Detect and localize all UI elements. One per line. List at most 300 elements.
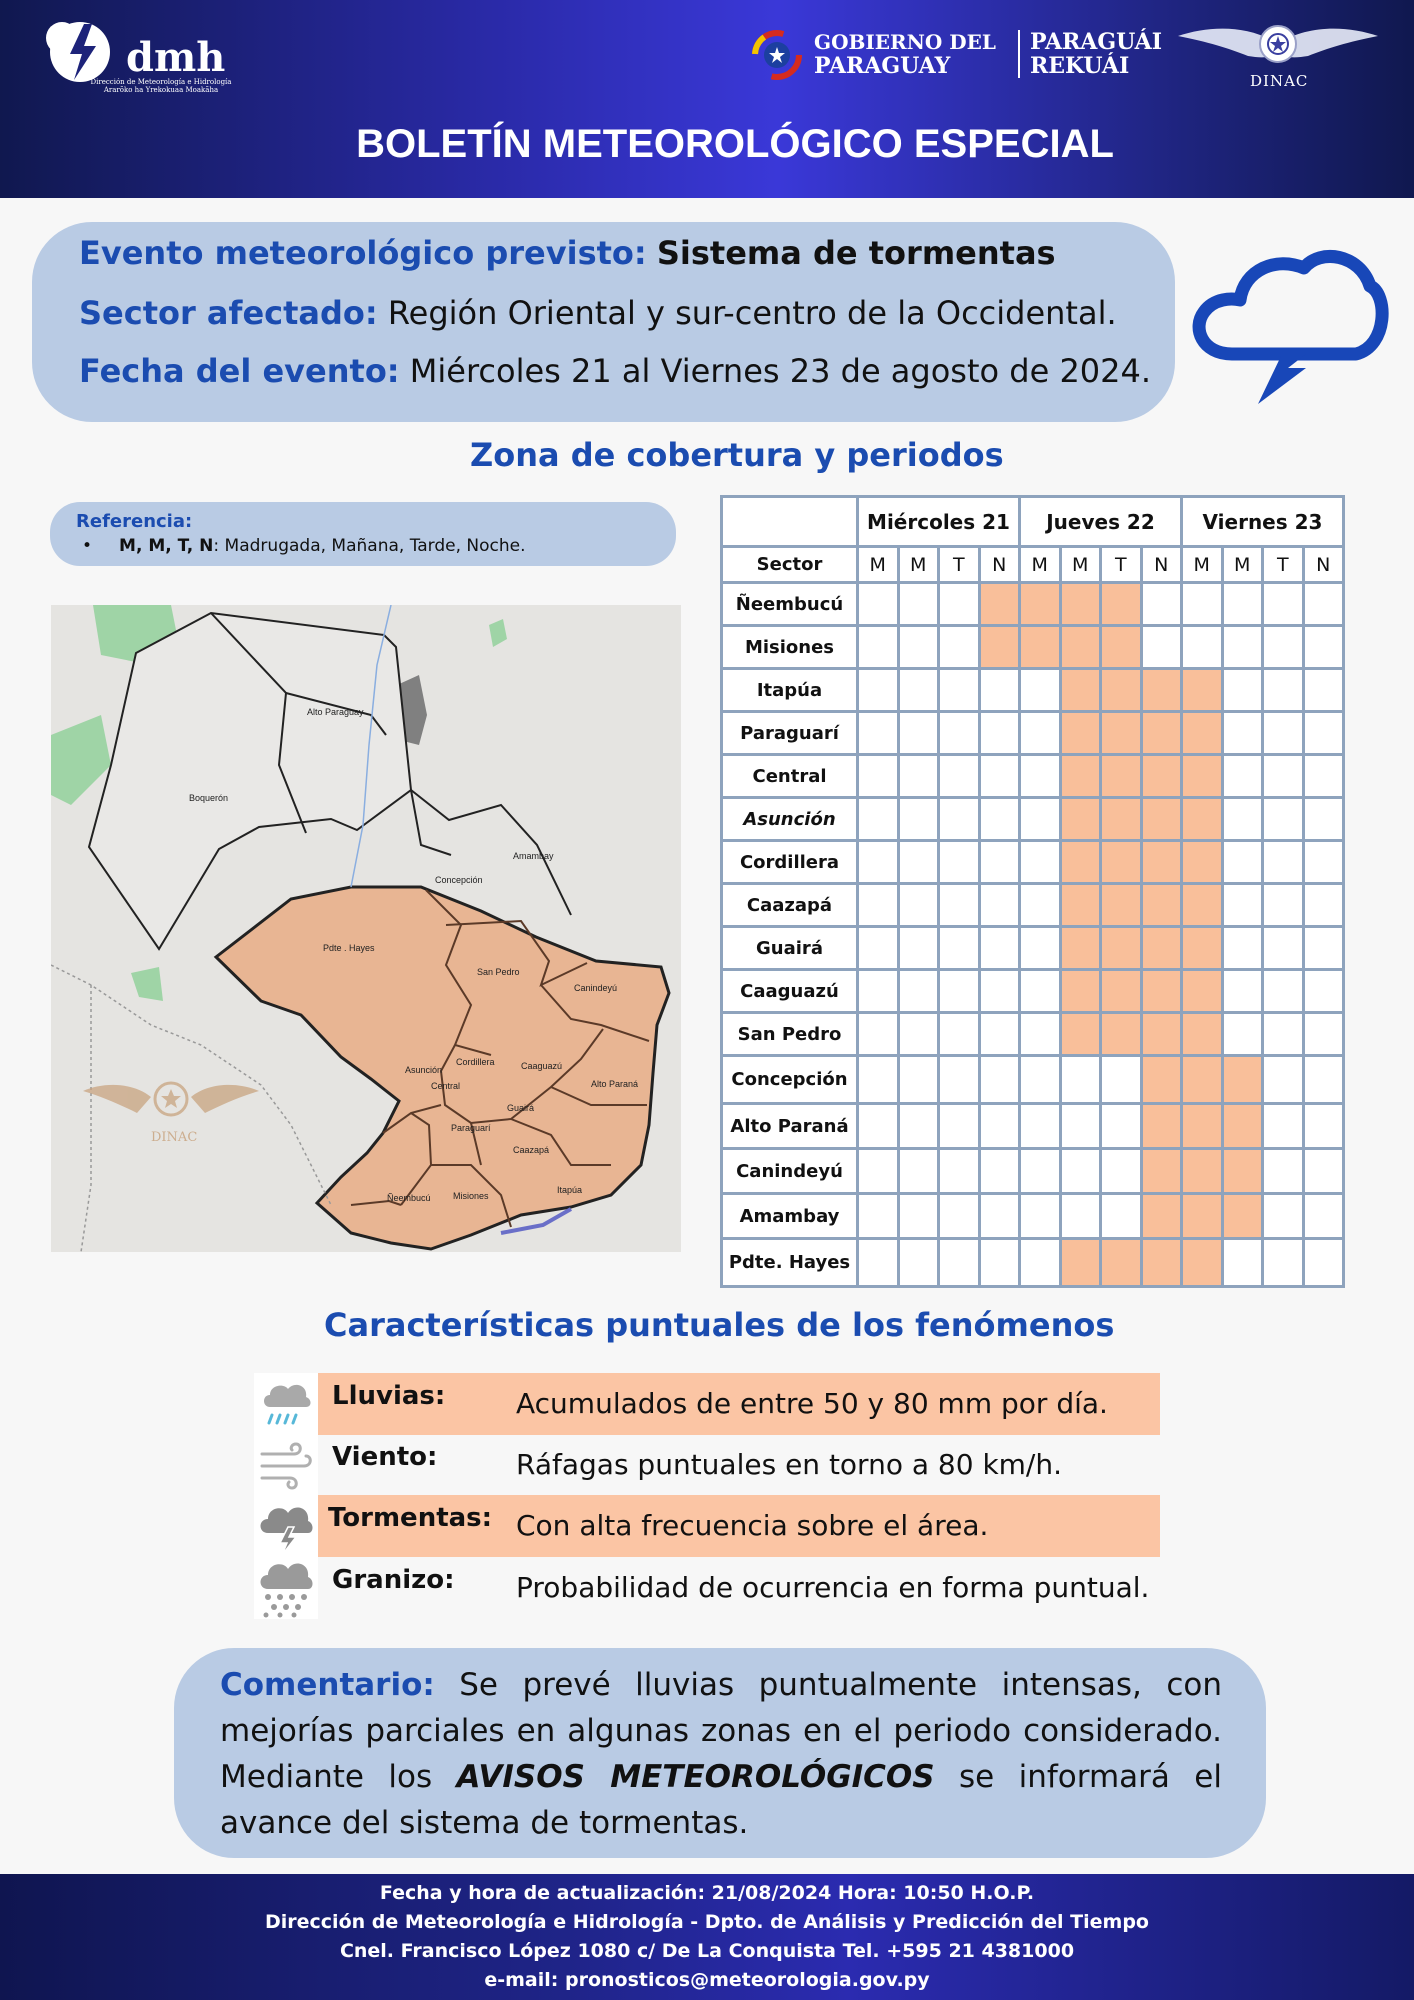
- map-label-central: Central: [431, 1081, 461, 1091]
- characteristic-row-rain: [254, 1373, 1160, 1435]
- table-cell: [1303, 884, 1344, 927]
- table-cell-active: [1141, 1149, 1182, 1194]
- table-sector-name: Itapúa: [722, 669, 858, 712]
- table-cell: [1020, 927, 1061, 970]
- table-cell-active: [1141, 1194, 1182, 1239]
- table-cell-active: [1060, 755, 1101, 798]
- comment-body-end: se informará el avance del sistema de tormentas.: [220, 1759, 1222, 1841]
- table-cell: [1020, 841, 1061, 884]
- map-label-caaguazu: Caaguazú: [521, 1061, 563, 1071]
- table-day-header: Jueves 22: [1020, 497, 1182, 547]
- table-cell-active: [1101, 583, 1142, 626]
- table-cell-active: [1141, 1239, 1182, 1287]
- table-cell: [1263, 712, 1304, 755]
- table-cell: [1060, 1104, 1101, 1149]
- table-sector-name: Guairá: [722, 927, 858, 970]
- coverage-periods-table: [720, 495, 1345, 1288]
- table-cell: [939, 841, 980, 884]
- comment-emphasis: AVISOS METEOROLÓGICOS: [456, 1759, 935, 1795]
- map-label-alto-parana: Alto Paraná: [591, 1079, 639, 1089]
- table-cell: [1222, 970, 1263, 1013]
- table-cell-active: [1060, 583, 1101, 626]
- table-cell-active: [1182, 1056, 1223, 1104]
- table-cell: [858, 583, 899, 626]
- table-cell: [898, 1104, 939, 1149]
- table-cell: [1263, 927, 1304, 970]
- table-cell: [858, 712, 899, 755]
- table-cell: [979, 669, 1020, 712]
- table-period-header: M: [1020, 547, 1061, 583]
- dmh-logo: [40, 16, 240, 96]
- characteristics-heading: Características puntuales de los fenómenos: [324, 1306, 1115, 1344]
- table-period-header: M: [1060, 547, 1101, 583]
- table-cell: [979, 970, 1020, 1013]
- storms-value: Con alta frecuencia sobre el área.: [516, 1509, 989, 1542]
- table-cell: [1101, 1149, 1142, 1194]
- event-summary-box: [32, 222, 1175, 422]
- table-corner-cell: [722, 497, 858, 547]
- table-period-header-row: [722, 547, 1344, 583]
- table-cell: [1222, 841, 1263, 884]
- table-cell: [1222, 669, 1263, 712]
- table-cell: [898, 970, 939, 1013]
- table-cell: [1060, 1056, 1101, 1104]
- map-watermark-text: DINAC: [151, 1130, 198, 1145]
- table-cell-active: [1182, 884, 1223, 927]
- table-cell: [1222, 712, 1263, 755]
- table-cell-active: [1182, 927, 1223, 970]
- reference-item: [82, 536, 526, 556]
- table-sector-name: Caazapá: [722, 884, 858, 927]
- footer-department: Dirección de Meteorología e Hidrología - Dpto. de Análisis y Predicción del Tiempo: [264, 1911, 1149, 1933]
- map-label-concepcion: Concepción: [435, 875, 483, 885]
- table-cell: [1263, 798, 1304, 841]
- table-sector-name: Paraguarí: [722, 712, 858, 755]
- table-cell-active: [1020, 626, 1061, 669]
- table-cell: [898, 841, 939, 884]
- table-cell: [939, 1194, 980, 1239]
- table-cell: [1020, 669, 1061, 712]
- table-cell: [1101, 1194, 1142, 1239]
- table-cell: [979, 798, 1020, 841]
- table-row: [722, 626, 1344, 669]
- table-cell: [898, 1239, 939, 1287]
- table-cell: [898, 927, 939, 970]
- characteristics-list: [254, 1373, 1160, 1619]
- table-cell-active: [1141, 755, 1182, 798]
- table-row: [722, 798, 1344, 841]
- reference-keys: M, M, T, N: [119, 536, 214, 556]
- rain-value: Acumulados de entre 50 y 80 mm por día.: [516, 1387, 1108, 1420]
- table-sector-name: Ñeembucú: [722, 583, 858, 626]
- map-label-boqueron: Boquerón: [189, 793, 229, 803]
- paraguay-map-svg: [51, 605, 681, 1252]
- table-cell: [1101, 1056, 1142, 1104]
- footer-address: Cnel. Francisco López 1080 c/ De La Conquista Tel. +595 21 4381000: [339, 1940, 1075, 1962]
- table-cell: [979, 884, 1020, 927]
- map-label-asuncion: Asunción: [405, 1065, 443, 1075]
- gov-logo-line2: PARAGUAY: [814, 53, 951, 79]
- table-cell: [1020, 970, 1061, 1013]
- table-day-header: Miércoles 21: [858, 497, 1020, 547]
- event-date-line: [79, 352, 1151, 390]
- comment-box: [174, 1648, 1266, 1858]
- table-cell: [979, 712, 1020, 755]
- table-cell-active: [1222, 1104, 1263, 1149]
- table-row: [722, 755, 1344, 798]
- storms-label: Tormentas:: [328, 1503, 493, 1533]
- table-cell: [858, 884, 899, 927]
- table-cell-active: [1141, 1056, 1182, 1104]
- table-cell: [939, 970, 980, 1013]
- table-cell: [858, 970, 899, 1013]
- table-cell: [939, 798, 980, 841]
- affected-sector-label: Sector afectado:: [79, 294, 378, 332]
- table-period-header: N: [1303, 547, 1344, 583]
- table-cell-active: [1101, 841, 1142, 884]
- table-cell: [979, 1239, 1020, 1287]
- reference-box: [50, 502, 676, 566]
- table-cell-active: [1141, 712, 1182, 755]
- table-period-header: N: [1141, 547, 1182, 583]
- table-cell: [1303, 798, 1344, 841]
- table-day-header: Viernes 23: [1182, 497, 1344, 547]
- map-label-paraguari: Paraguarí: [451, 1123, 491, 1133]
- table-cell-active: [1101, 755, 1142, 798]
- table-cell-active: [1182, 1013, 1223, 1056]
- table-sector-name: Cordillera: [722, 841, 858, 884]
- table-cell: [898, 1149, 939, 1194]
- table-cell: [1222, 884, 1263, 927]
- table-cell-active: [1101, 626, 1142, 669]
- table-cell: [1263, 1239, 1304, 1287]
- table-cell-active: [979, 583, 1020, 626]
- table-day-header-row: [722, 497, 1344, 547]
- affected-sector-line: [79, 294, 1117, 332]
- reference-bullet: •: [82, 536, 120, 556]
- thunderstorm-icon: [254, 1495, 318, 1557]
- table-cell: [1303, 755, 1344, 798]
- table-cell: [1020, 1013, 1061, 1056]
- table-cell: [1303, 1013, 1344, 1056]
- rain-cloud-icon: [254, 1373, 318, 1435]
- dmh-logo-text: dmh: [126, 34, 226, 81]
- table-cell: [1141, 583, 1182, 626]
- table-cell: [1303, 1239, 1344, 1287]
- event-type-line: [79, 234, 1056, 272]
- table-cell: [939, 626, 980, 669]
- table-cell: [858, 1056, 899, 1104]
- table-cell-active: [1101, 927, 1142, 970]
- map-label-canindeyu: Canindeyú: [574, 983, 618, 993]
- table-cell: [1263, 884, 1304, 927]
- table-cell: [1020, 712, 1061, 755]
- table-cell: [1020, 884, 1061, 927]
- table-cell: [979, 841, 1020, 884]
- table-cell-active: [1182, 1194, 1223, 1239]
- table-cell: [939, 884, 980, 927]
- coverage-map: [51, 605, 681, 1252]
- table-cell: [898, 669, 939, 712]
- dmh-logo-subtitle: Dirección de Meteorología e Hidrología Ararõko ha Yrekokuaa Moakãha: [90, 78, 232, 94]
- table-cell: [898, 626, 939, 669]
- table-cell-active: [1101, 1013, 1142, 1056]
- table-cell: [979, 755, 1020, 798]
- table-cell-active: [1141, 1104, 1182, 1149]
- table-cell: [1222, 583, 1263, 626]
- table-cell: [1222, 1239, 1263, 1287]
- table-cell: [858, 755, 899, 798]
- table-sector-name: Canindeyú: [722, 1149, 858, 1194]
- table-sector-name: Central: [722, 755, 858, 798]
- table-cell-active: [1141, 798, 1182, 841]
- table-cell: [898, 1013, 939, 1056]
- table-cell: [1060, 1149, 1101, 1194]
- event-date-label: Fecha del evento:: [79, 352, 400, 390]
- table-cell: [1303, 1056, 1344, 1104]
- event-type-value: Sistema de tormentas: [656, 234, 1056, 272]
- table-cell-active: [1182, 669, 1223, 712]
- table-row: [722, 712, 1344, 755]
- table-cell: [1182, 583, 1223, 626]
- table-sector-name: Caaguazú: [722, 970, 858, 1013]
- table-cell-active: [1060, 841, 1101, 884]
- footer-email[interactable]: e-mail: pronosticos@meteorologia.gov.py: [484, 1969, 930, 1991]
- table-cell: [979, 1149, 1020, 1194]
- map-label-amambay: Amambay: [513, 851, 554, 861]
- table-cell-active: [1101, 884, 1142, 927]
- hail-icon: [254, 1557, 318, 1619]
- table-sector-name: Amambay: [722, 1194, 858, 1239]
- characteristic-row-wind: [254, 1434, 1160, 1496]
- table-cell: [1263, 1104, 1304, 1149]
- table-cell: [1222, 1013, 1263, 1056]
- table-cell: [939, 1239, 980, 1287]
- table-period-header: M: [898, 547, 939, 583]
- table-cell: [1303, 1104, 1344, 1149]
- footer: [0, 1874, 1414, 2000]
- bulletin-title: BOLETÍN METEOROLÓGICO ESPECIAL: [356, 122, 1114, 166]
- table-cell: [1020, 1056, 1061, 1104]
- table-cell: [1101, 1104, 1142, 1149]
- table-cell-active: [1141, 884, 1182, 927]
- table-cell: [858, 1104, 899, 1149]
- table-cell: [858, 798, 899, 841]
- event-date-value: Miércoles 21 al Viernes 23 de agosto de 2024.: [409, 352, 1152, 390]
- table-cell: [858, 927, 899, 970]
- table-cell: [939, 755, 980, 798]
- table-cell: [1263, 970, 1304, 1013]
- table-cell: [1020, 1194, 1061, 1239]
- table-sector-name: Misiones: [722, 626, 858, 669]
- table-cell: [1263, 583, 1304, 626]
- table-cell-active: [1182, 970, 1223, 1013]
- table-row: [722, 1104, 1344, 1149]
- table-row: [722, 1194, 1344, 1239]
- table-sector-header: Sector: [722, 547, 858, 583]
- table-cell-active: [1060, 927, 1101, 970]
- table-cell: [979, 1194, 1020, 1239]
- gov-logo-text-gn: [1018, 30, 1162, 78]
- table-cell: [1263, 1149, 1304, 1194]
- comment-body-start: Se prevé lluvias puntualmente intensas, con mejorías parciales en algunas zonas en el periodo considerado. Mediante los: [220, 1667, 1222, 1795]
- wind-value: Ráfagas puntuales en torno a 80 km/h.: [516, 1448, 1063, 1481]
- table-cell-active: [1182, 755, 1223, 798]
- table-cell: [1263, 755, 1304, 798]
- table-sector-name: Pdte. Hayes: [722, 1239, 858, 1287]
- table-cell: [1263, 1056, 1304, 1104]
- table-cell-active: [1182, 1239, 1223, 1287]
- table-cell: [939, 1056, 980, 1104]
- table-period-header: M: [1222, 547, 1263, 583]
- gov-logo-line1: GOBIERNO DEL: [814, 30, 996, 54]
- table-sector-name: Alto Paraná: [722, 1104, 858, 1149]
- table-cell-active: [1101, 669, 1142, 712]
- table-cell: [1141, 626, 1182, 669]
- rain-label: Lluvias:: [332, 1381, 446, 1411]
- table-cell-active: [979, 626, 1020, 669]
- comment-text: [220, 1662, 1222, 1846]
- table-cell: [1222, 755, 1263, 798]
- characteristic-row-hail: [254, 1557, 1160, 1619]
- table-cell: [939, 1149, 980, 1194]
- table-cell: [1303, 927, 1344, 970]
- table-cell: [939, 712, 980, 755]
- table-cell-active: [1182, 712, 1223, 755]
- table-cell: [858, 1013, 899, 1056]
- table-cell: [898, 1056, 939, 1104]
- table-cell-active: [1060, 884, 1101, 927]
- map-label-misiones: Misiones: [453, 1191, 489, 1201]
- hail-value: Probabilidad de ocurrencia en forma puntual.: [516, 1571, 1150, 1604]
- table-cell: [898, 583, 939, 626]
- table-cell-active: [1060, 798, 1101, 841]
- table-cell: [1303, 626, 1344, 669]
- table-row: [722, 884, 1344, 927]
- map-label-san-pedro: San Pedro: [477, 967, 520, 977]
- table-cell: [1222, 798, 1263, 841]
- table-cell-active: [1101, 798, 1142, 841]
- paraguay-emblem-icon: [752, 30, 802, 80]
- table-cell-active: [1182, 841, 1223, 884]
- table-row: [722, 1239, 1344, 1287]
- table-cell-active: [1141, 1013, 1182, 1056]
- table-cell: [1303, 583, 1344, 626]
- map-label-cordillera: Cordillera: [456, 1057, 495, 1067]
- table-period-header: T: [1263, 547, 1304, 583]
- table-cell-active: [1101, 1239, 1142, 1287]
- table-cell: [979, 1056, 1020, 1104]
- table-cell: [1303, 1149, 1344, 1194]
- table-cell-active: [1222, 1149, 1263, 1194]
- table-row: [722, 1013, 1344, 1056]
- table-cell-active: [1141, 669, 1182, 712]
- table-cell: [939, 669, 980, 712]
- table-cell: [898, 712, 939, 755]
- table-cell: [898, 798, 939, 841]
- table-cell: [1020, 1104, 1061, 1149]
- map-label-itapua: Itapúa: [557, 1185, 583, 1195]
- map-label-caazapa: Caazapá: [513, 1145, 550, 1155]
- table-cell: [858, 626, 899, 669]
- table-cell-active: [1182, 1149, 1223, 1194]
- table-cell: [1303, 669, 1344, 712]
- table-cell: [1263, 626, 1304, 669]
- table-cell: [939, 1104, 980, 1149]
- table-cell: [1303, 1194, 1344, 1239]
- table-period-header: T: [939, 547, 980, 583]
- table-cell-active: [1141, 841, 1182, 884]
- header-banner: [0, 0, 1414, 198]
- affected-sector-value: Región Oriental y sur-centro de la Occidental.: [387, 294, 1117, 332]
- table-row: [722, 669, 1344, 712]
- table-cell-active: [1222, 1194, 1263, 1239]
- table-cell: [1303, 712, 1344, 755]
- table-sector-name: San Pedro: [722, 1013, 858, 1056]
- table-cell: [1020, 798, 1061, 841]
- table-cell: [1020, 755, 1061, 798]
- table-cell: [898, 755, 939, 798]
- wind-label: Viento:: [332, 1442, 438, 1472]
- table-cell: [1020, 1149, 1061, 1194]
- table-cell: [898, 884, 939, 927]
- table-period-header: M: [1182, 547, 1223, 583]
- map-label-pdte-hayes: Pdte . Hayes: [323, 943, 375, 953]
- table-cell-active: [1141, 970, 1182, 1013]
- table-cell: [939, 583, 980, 626]
- characteristic-row-storms: [254, 1495, 1160, 1557]
- table-cell-active: [1182, 798, 1223, 841]
- table-cell: [979, 927, 1020, 970]
- table-row: [722, 841, 1344, 884]
- table-cell: [939, 927, 980, 970]
- map-label-neembucu: Ñeembucú: [387, 1193, 431, 1203]
- table-cell: [939, 1013, 980, 1056]
- table-cell-active: [1060, 1239, 1101, 1287]
- coverage-table-body: [722, 497, 1344, 1287]
- table-sector-name: Asunción: [722, 798, 858, 841]
- table-cell-active: [1222, 1056, 1263, 1104]
- table-cell: [858, 1194, 899, 1239]
- table-cell: [1303, 970, 1344, 1013]
- table-cell-active: [1060, 669, 1101, 712]
- map-label-alto-paraguay: Alto Paraguay: [307, 707, 364, 717]
- table-cell: [1263, 669, 1304, 712]
- table-period-header: N: [979, 547, 1020, 583]
- table-cell: [858, 1149, 899, 1194]
- map-label-guaira: Guairá: [507, 1103, 535, 1113]
- hail-label: Granizo:: [332, 1565, 455, 1595]
- table-cell-active: [1060, 1013, 1101, 1056]
- table-row: [722, 927, 1344, 970]
- table-cell: [1263, 1194, 1304, 1239]
- table-row: [722, 970, 1344, 1013]
- comment-label: Comentario:: [220, 1667, 435, 1703]
- table-period-header: M: [858, 547, 899, 583]
- footer-update-time: Fecha y hora de actualización: 21/08/2024 Hora: 10:50 H.O.P.: [379, 1882, 1035, 1904]
- table-cell: [858, 841, 899, 884]
- table-cell: [1020, 1239, 1061, 1287]
- table-cell: [1263, 1013, 1304, 1056]
- table-cell: [979, 1104, 1020, 1149]
- dinac-logo-text: DINAC: [1250, 72, 1309, 90]
- table-cell: [1060, 1194, 1101, 1239]
- wind-icon: [254, 1434, 318, 1496]
- table-cell: [1263, 841, 1304, 884]
- table-cell: [1222, 927, 1263, 970]
- table-cell-active: [1020, 583, 1061, 626]
- table-cell: [898, 1194, 939, 1239]
